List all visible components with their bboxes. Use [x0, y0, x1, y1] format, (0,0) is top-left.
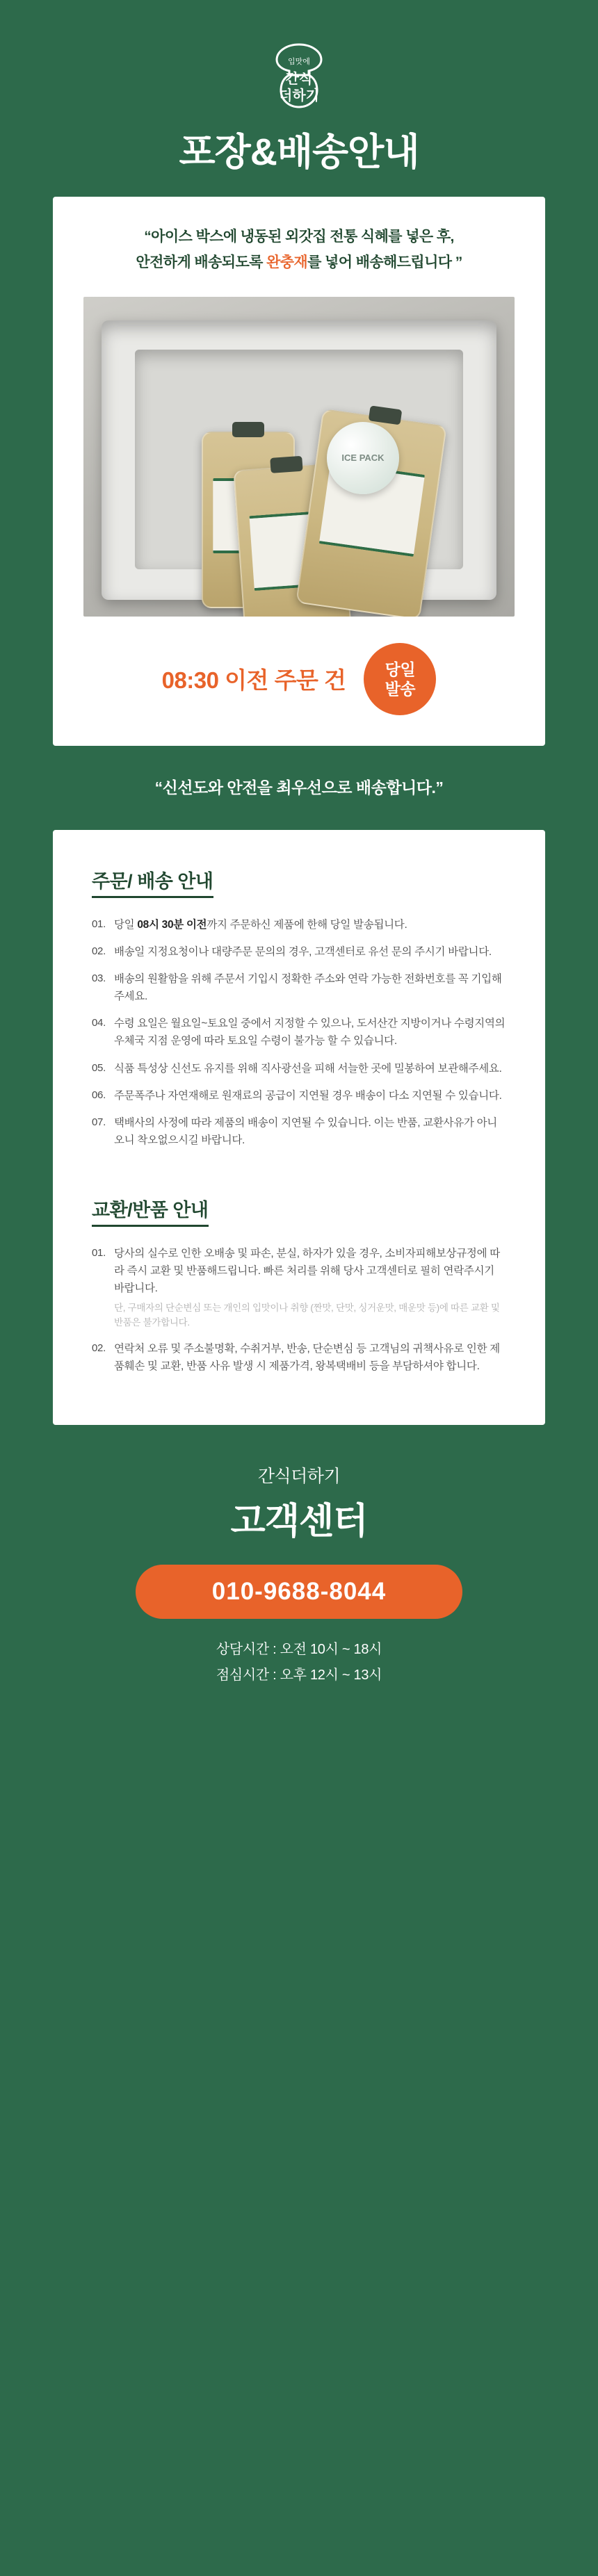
- shipping-notice-list: [92, 916, 506, 1149]
- list-item-text: [114, 1245, 506, 1330]
- list-item-note: 단, 구매자의 단순변심 또는 개인의 입맛이나 취향 (짠맛, 단맛, 싱거운맛, 매운맛 등)에 따른 교환 및 반품은 불가합니다.: [113, 1303, 500, 1328]
- hero-quote-line2-post: 를 넣어 배송해드립니다 ”: [307, 254, 462, 271]
- ice-pack-label: ICE PACK: [341, 453, 385, 464]
- packaging-photo: [83, 297, 515, 617]
- cutoff-row: [162, 643, 437, 715]
- list-item-text: [114, 916, 506, 934]
- info-card: [53, 830, 545, 1425]
- section-title-shipping: 주문/ 배송 안내: [92, 866, 213, 898]
- page-title: 포장&배송안내: [179, 131, 419, 173]
- service-hours-line1: 상담시간 : 오전 10시 ~ 18시: [216, 1642, 382, 1658]
- svg-text:간식: 간식: [285, 72, 313, 87]
- exchange-return-list: [92, 1245, 506, 1375]
- list-item-number: 05.: [92, 1061, 106, 1074]
- list-item: [92, 1245, 506, 1330]
- list-item: [92, 1340, 506, 1375]
- list-item-text: 택배사의 사정에 따라 제품의 배송이 지연될 수 있습니다. 이는 반품, 교환사유가 아니오니 착오없으시길 바랍니다.: [113, 1116, 497, 1146]
- list-item: [92, 1087, 506, 1104]
- list-item-text: 식품 특성상 신선도 유지를 위해 직사광선을 피해 서늘한 곳에 밀봉하여 보관해주세요.: [113, 1062, 502, 1075]
- cutoff-text: 08:30 이전 주문 건: [161, 667, 346, 694]
- list-item-text-pre: 당일: [113, 918, 138, 931]
- list-item: [92, 1114, 506, 1149]
- list-item: [92, 943, 506, 961]
- footer-brand: 간식더하기: [257, 1467, 341, 1487]
- ice-pack-icon: [327, 422, 399, 494]
- sub-quote: “신선도와 안전을 최우선으로 배송합니다.”: [154, 778, 444, 797]
- list-item-text: 배송일 지정요청이나 대량주문 문의의 경우, 고객센터로 유선 문의 주시기 바랍니다.: [113, 946, 492, 958]
- service-hours: [216, 1637, 382, 1688]
- list-item-number: 03.: [92, 972, 106, 985]
- list-item-text: 수령 요일은 월요일~토요일 중에서 지정할 수 있으나, 도서산간 지방이거나 수령지역의 우체국 지점 운영에 따라 토요일 수령이 불가능 할 수 있습니다.: [113, 1018, 506, 1047]
- styrofoam-box: [102, 320, 496, 600]
- badge-line-1: 당일: [385, 660, 416, 678]
- list-item: [92, 1060, 506, 1077]
- footer: [0, 1462, 598, 1730]
- list-item-number: 01.: [92, 918, 106, 930]
- list-item: [92, 970, 506, 1005]
- hero-quote-line2-pre: 안전하게 배송되도록: [136, 254, 267, 271]
- list-item-text: 연락처 오류 및 주소불명확, 수취거부, 반송, 단순변심 등 고객님의 귀책사유로 인한 제품훼손 및 교환, 반품 사유 발생 시 제품가격, 왕복택배비 등을 부담하셔야 합니다.: [113, 1343, 500, 1373]
- logo-icon: [250, 40, 348, 118]
- list-item-text-pre: 당사의 실수로 인한 오배송 및 파손, 분실, 하자가 있을 경우, 소비자피해보상규정에 따라 즉시 교환 및 반품해드립니다. 빠른 처리를 위해 당사 고객센터로 필히 연락주시기 바랍니다.: [113, 1247, 500, 1295]
- badge-line-2: 발송: [385, 679, 416, 698]
- list-item-number: 02.: [92, 1342, 106, 1355]
- hero-card: [53, 197, 545, 746]
- footer-title: 고객센터: [230, 1501, 368, 1542]
- list-item-text: 주문폭주나 자연재해로 원재료의 공급이 지연될 경우 배송이 다소 지연될 수 있습니다.: [113, 1089, 502, 1102]
- list-item-number: 02.: [92, 945, 106, 957]
- hero-quote-line1: “아이스 박스에 냉동된 외갓집 전통 식혜를 넣은 후,: [144, 229, 454, 245]
- customer-service-phone-button[interactable]: 010-9688-8044: [136, 1565, 462, 1619]
- list-item: [92, 1015, 506, 1050]
- svg-text:더하기: 더하기: [279, 88, 319, 104]
- list-item: [92, 916, 506, 934]
- list-item-number: 07.: [92, 1116, 106, 1128]
- list-item-number: 04.: [92, 1017, 106, 1029]
- svg-text:입맛에: 입맛에: [288, 58, 310, 66]
- hero-quote: [101, 225, 496, 276]
- styrofoam-box-inner: [135, 350, 463, 569]
- list-item-number: 01.: [92, 1246, 106, 1259]
- list-item-text-post: 까지 주문하신 제품에 한해 당일 발송됩니다.: [207, 918, 407, 931]
- list-item-text: 배송의 원활함을 위해 주문서 기입시 정확한 주소와 연락 가능한 전화번호를 꼭 기입해주세요.: [113, 973, 502, 1003]
- brand-logo: [247, 39, 351, 120]
- list-item-text-bold: 08시 30분 이전: [137, 918, 207, 931]
- same-day-shipping-badge: [364, 643, 436, 715]
- service-hours-line2: 점심시간 : 오후 12시 ~ 13시: [216, 1668, 382, 1684]
- section-title-exchange: 교환/반품 안내: [92, 1195, 209, 1227]
- bottle-cap: [232, 422, 264, 437]
- list-item-number: 06.: [92, 1089, 106, 1101]
- bottle-cap: [270, 456, 302, 473]
- hero-quote-highlight: 완충재: [266, 254, 308, 271]
